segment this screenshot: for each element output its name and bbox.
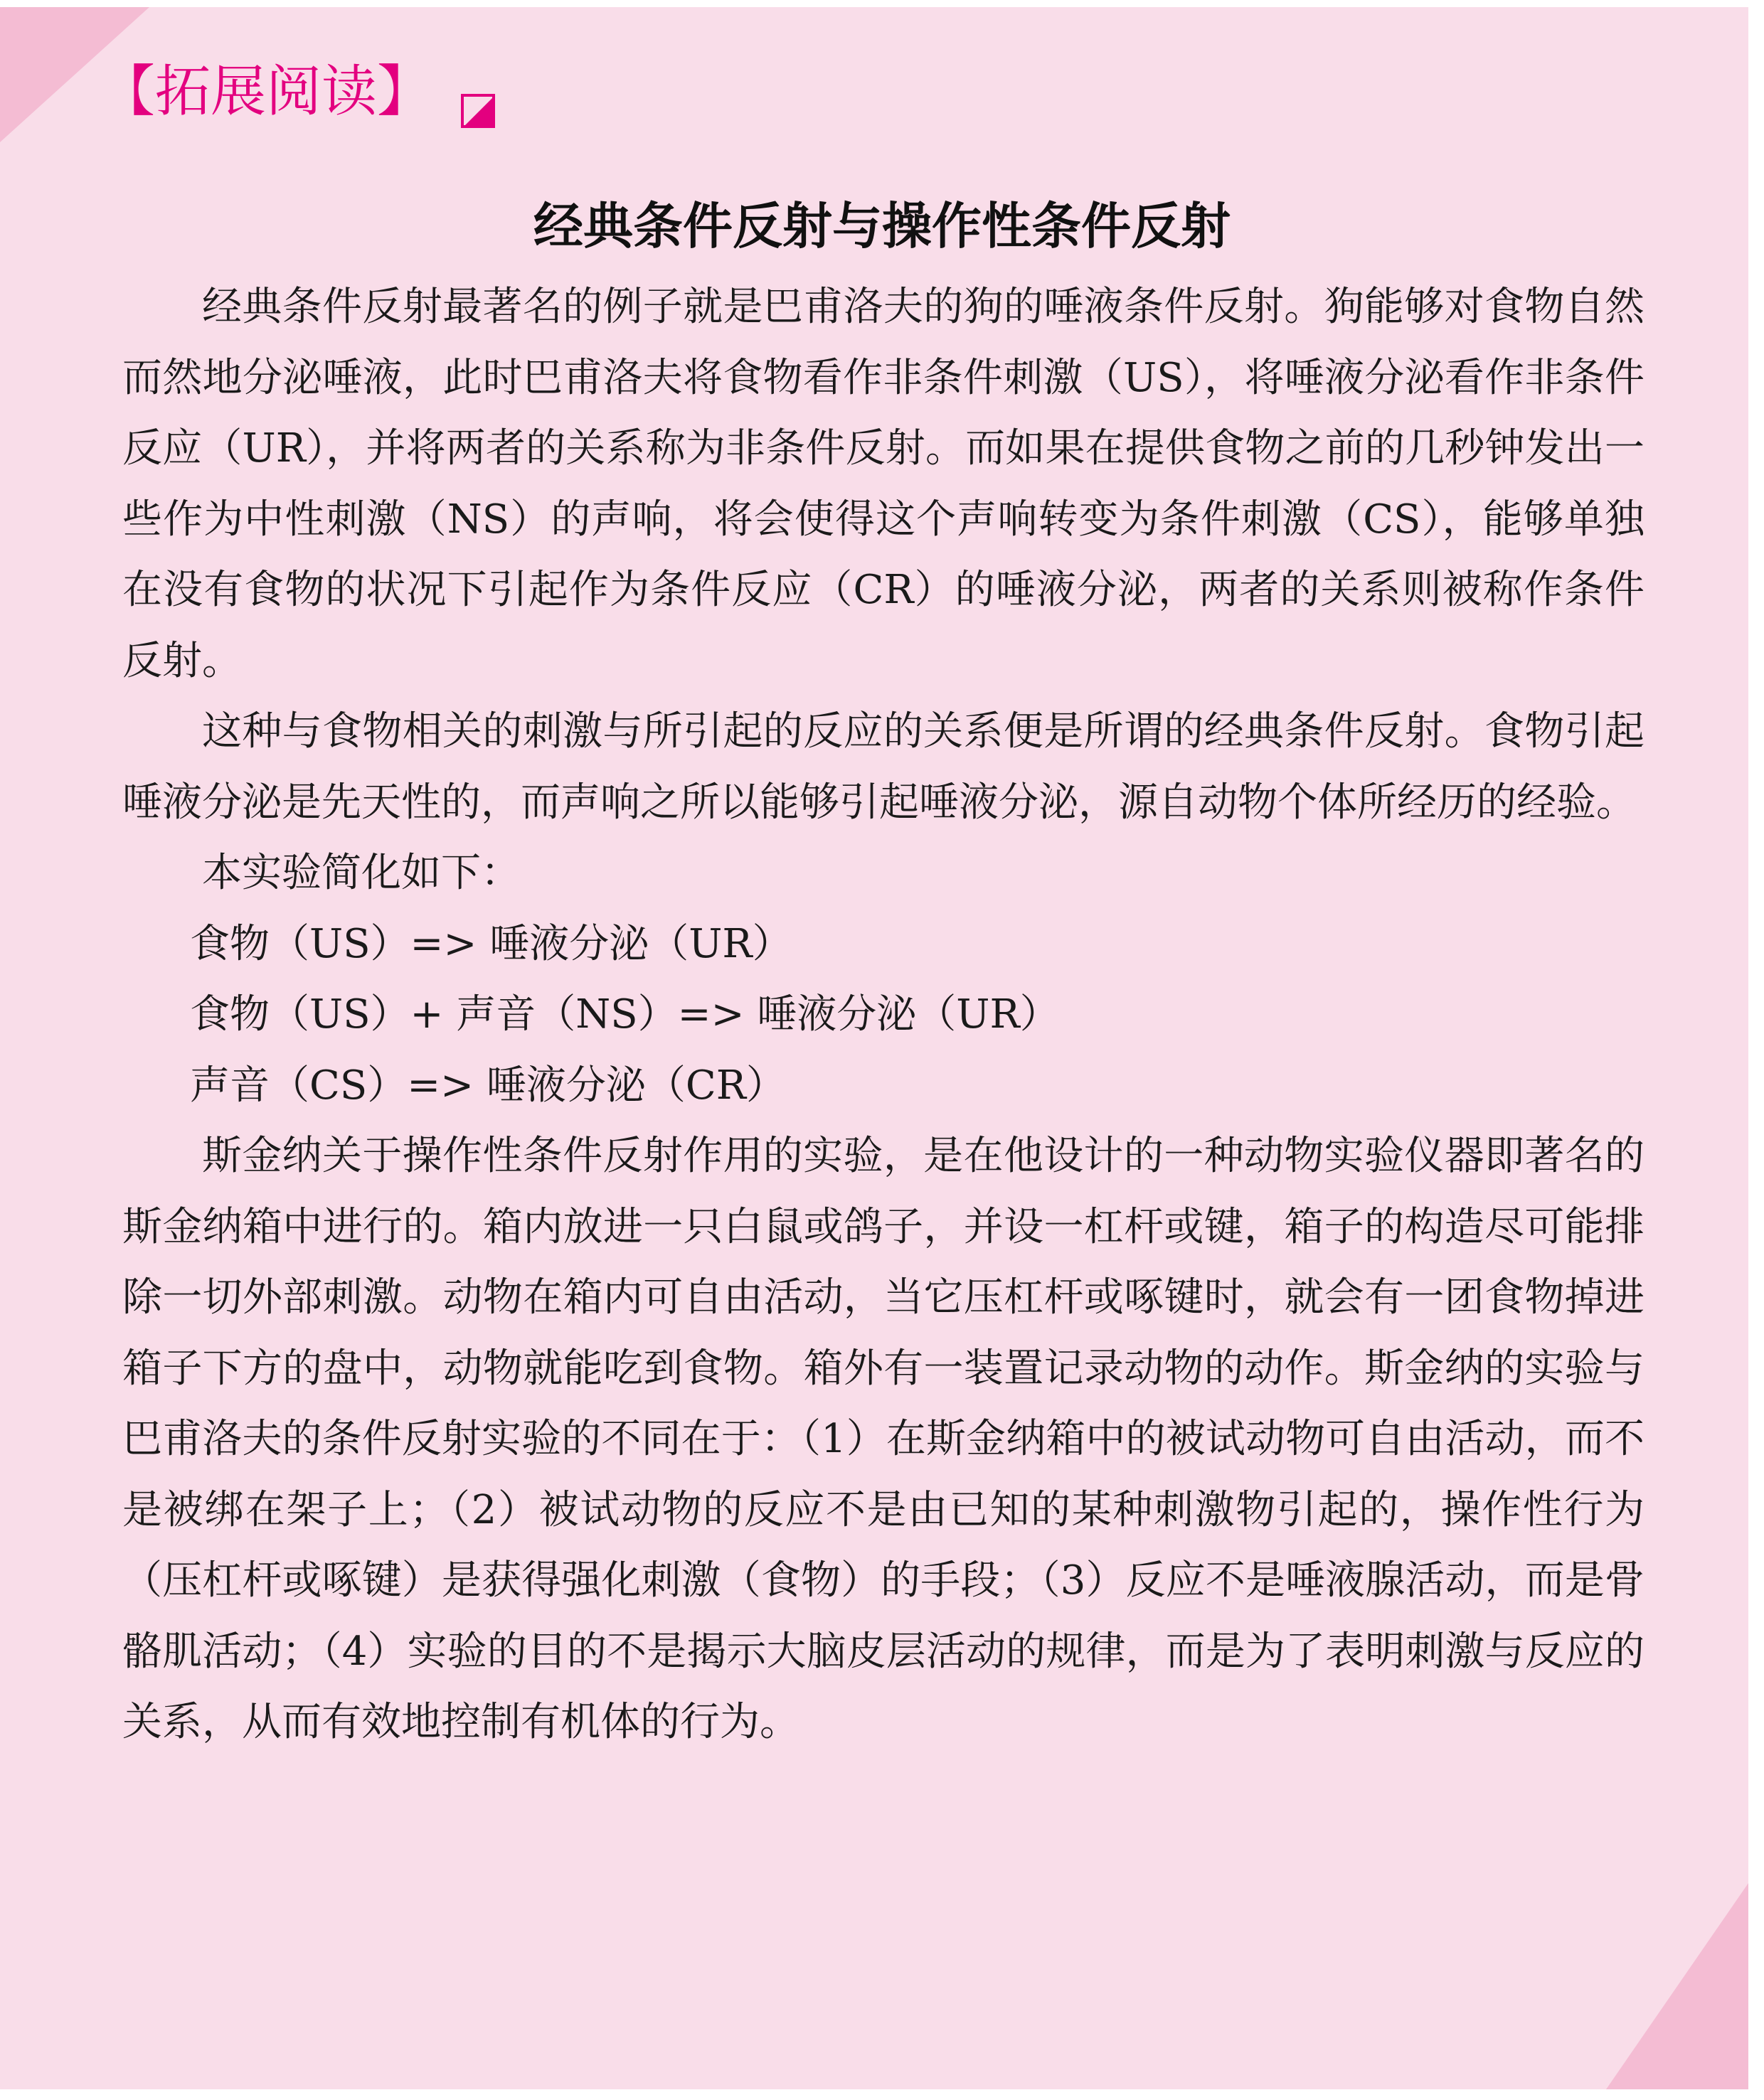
corner-decoration-bottom-right (1606, 1883, 1748, 2089)
page (0, 7, 1748, 2089)
formula-line-3: 声音（CS）=> 唾液分泌（CR） (190, 1062, 786, 1109)
paragraph-3: 本实验简化如下： (202, 850, 521, 896)
paragraph-4: 斯金纳关于操作性条件反射作用的实验，是在他设计的一种动物实验仪器即著名的斯金纳箱中进行的。箱内放进一只白鼠或鸽子，并设一杠杆或键，箱子的构造尽可能排除一切外部刺激。动物在箱内可自由活动，当它压杠杆或啄键时，就会有一团食物掉进箱子下方的盘中，动物就能吃到食物。箱外有一装置记录动物的动作。斯金纳的实验与巴甫洛夫的条件反射实验的不同在于：（1）在斯金纳箱中的被试动物可自由活动，而不是被绑在架子上；（2）被试动物的反应不是由已知的某种刺激物引起的，操作性行为（压杠杆或啄键）是获得强化刺激（食物）的手段；（3）反应不是唾液腺活动，而是骨骼肌活动；（4）实验的目的不是揭示大脑皮层活动的规律，而是为了表明刺激与反应的关系，从而有效地控制有机体的行为。 (122, 1133, 1645, 1745)
article-body (122, 272, 1645, 1758)
section-label: 【拓展阅读】 (100, 60, 433, 124)
formula-line-1: 食物（US）=> 唾液分泌（UR） (190, 920, 792, 967)
corner-triangle-icon (461, 94, 495, 128)
paragraph-2: 这种与食物相关的刺激与所引起的反应的关系便是所谓的经典条件反射。食物引起唾液分泌是先天性的，而声响之所以能够引起唾液分泌，源自动物个体所经历的经验。 (122, 708, 1645, 826)
paragraph-1: 经典条件反射最著名的例子就是巴甫洛夫的狗的唾液条件反射。狗能够对食物自然而然地分泌唾液，此时巴甫洛夫将食物看作非条件刺激（US），将唾液分泌看作非条件反应（UR），并将两者的关系称为非条件反射。而如果在提供食物之前的几秒钟发出一些作为中性刺激（NS）的声响，将会使得这个声响转变为条件刺激（CS），能够单独在没有食物的状况下引起作为条件反应（CR）的唾液分泌，两者的关系则被称作条件反射。 (122, 284, 1645, 684)
article-title: 经典条件反射与操作性条件反射 (533, 197, 1231, 255)
formula-line-2: 食物（US）+ 声音（NS）=> 唾液分泌（UR） (190, 991, 1060, 1038)
